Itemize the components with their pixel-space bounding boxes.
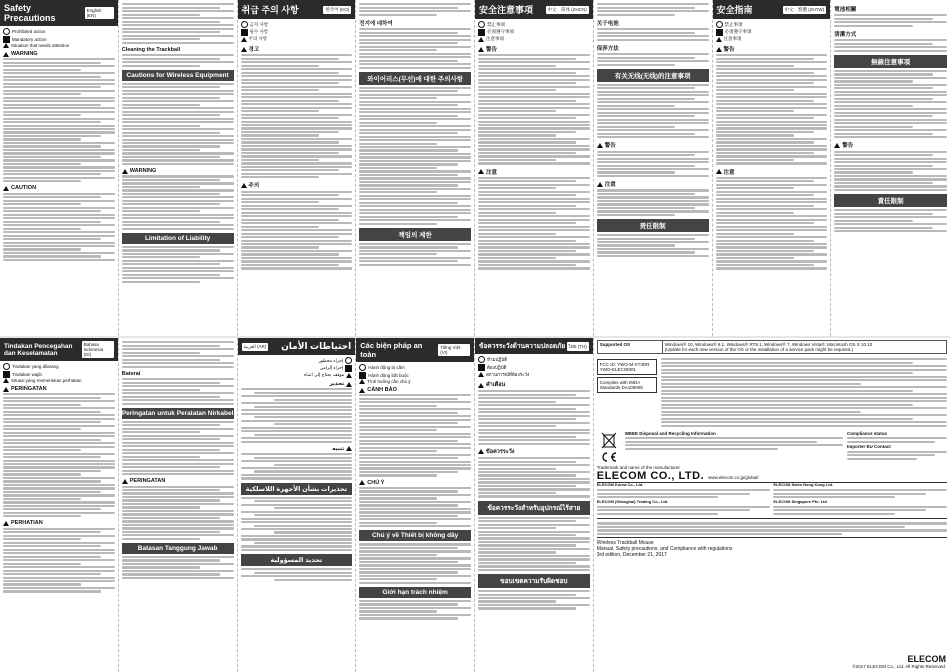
warning-heading: คำเตือน <box>478 381 590 389</box>
warning-triangle-icon <box>346 446 352 451</box>
cleaning-heading: 清潔方式 <box>834 31 857 38</box>
attention-icon <box>478 37 484 42</box>
symbol-row: 注意事项 <box>478 36 590 42</box>
panel-title: 安全指南 <box>716 5 753 15</box>
section-bar: Limitation of Liability <box>122 233 234 244</box>
weee-block <box>597 431 947 462</box>
panel-title: Tindakan Pencegahan dan Keselamatan <box>4 342 73 357</box>
symbol-row: موقف يحتاج إلى انتباه <box>241 372 353 378</box>
symbol-row: Tindakan wajib <box>3 371 115 378</box>
attention-icon <box>3 43 9 48</box>
panel-id-2 <box>119 338 238 672</box>
symbol-row: Tindakan yang dilarang <box>3 363 115 370</box>
warning-triangle-icon <box>478 449 484 454</box>
language-badge: ไทย (TH) <box>568 343 587 349</box>
mandatory-icon <box>3 371 10 378</box>
trademark-label: Trademark and name of the manufacturer <box>596 464 680 470</box>
panel-en <box>0 0 119 336</box>
panel-header <box>0 338 118 361</box>
prohibited-icon <box>3 363 10 370</box>
attention-icon <box>3 378 9 383</box>
warning-triangle-icon <box>359 480 365 485</box>
section-bar: ขอบเขตความรับผิดชอบ <box>478 574 590 588</box>
symbol-row: 禁止事項 <box>716 21 828 28</box>
caution-heading: 注意 <box>597 180 709 188</box>
panel-header <box>0 0 118 26</box>
symbol-row: Hành động bắt buộc <box>359 372 471 379</box>
bottom-row <box>0 338 950 672</box>
language-badge: 中文：繁體 (ZHTW) <box>784 6 825 12</box>
section-bar: 와이어리스(무선)에 대한 주의사항 <box>359 72 471 85</box>
caution-heading: CHÚ Ý <box>359 480 471 486</box>
symbol-row: 금지 사항 <box>241 21 353 28</box>
panel-zhtw-2 <box>831 0 950 336</box>
supported-os-label: Supported OS <box>597 341 662 354</box>
supported-os-value: Windows® 10, Windows® 8.1, Windows® RT8.1, Windows® 7, Windows Vista®, Macintosh OS X 10.10 <box>664 342 873 347</box>
mandatory-icon <box>359 372 366 379</box>
symbol-row: إجراء محظور <box>241 357 353 364</box>
symbol-row: 주의 사항 <box>241 36 353 42</box>
caution-heading: CAUTION <box>3 185 115 191</box>
imda-box: Complies with IMDA Standards DA109008 <box>597 377 657 393</box>
language-badge: 한국어 (KO) <box>325 6 350 12</box>
warning-triangle-icon <box>122 169 128 174</box>
warning-triangle-icon <box>241 183 247 188</box>
symbol-row: Prohibited action <box>3 28 115 35</box>
weee-heading: WEEE Disposal and Recycling Information <box>624 430 716 436</box>
panel-zhcn-2 <box>594 0 713 336</box>
panel-ko <box>238 0 357 336</box>
section-bar: Chú ý về Thiết bị không dây <box>359 530 471 541</box>
caution-heading: 注意 <box>716 168 828 176</box>
warning-triangle-icon <box>834 143 840 148</box>
addresses: ELECOM Korea Co., Ltd. ELECOM Sales Hong Kong Ltd. <box>597 483 947 500</box>
symbol-row: 必須遵守事項 <box>716 29 828 36</box>
warning-triangle-icon <box>3 186 9 191</box>
section-bar: 責任限制 <box>834 194 947 207</box>
battery-heading: 关于电池 <box>596 20 619 27</box>
copyright: ©2017 ELECOM Co., Ltd. All Rights Reserved. <box>852 664 946 669</box>
compliance-heading: Compliance status <box>847 430 888 436</box>
symbol-row: Situasi yang memerlukan perhatian <box>3 378 115 383</box>
fcc-id-box: FCC ID: YWO-M-XT3DR YWO-ELECOM01 <box>597 359 657 375</box>
symbol-row: Situation that needs attention <box>3 43 115 48</box>
prohibited-icon <box>478 356 485 363</box>
panel-title: Các biện pháp an toàn <box>360 341 423 359</box>
symbol-row: 필수 사항 <box>241 29 353 36</box>
warning-heading: WARNING <box>122 168 234 174</box>
prohibited-icon <box>3 28 10 35</box>
language-badge: Tiếng Việt (VI) <box>438 344 470 356</box>
warning-heading: 경고 <box>241 45 353 53</box>
company-url[interactable]: www.elecom.co.jp/global/ <box>708 474 759 480</box>
symbol-row: Tình huống cần chú ý <box>359 379 471 384</box>
panel-header <box>475 338 593 354</box>
footer <box>597 537 947 558</box>
warning-heading: PERINGATAN <box>122 478 234 484</box>
warning-heading: تحذير <box>241 381 353 387</box>
battery-heading: 電池相關 <box>834 7 857 13</box>
prohibited-icon <box>478 21 485 28</box>
panel-title: 安全注意事項 <box>479 5 534 15</box>
prohibited-icon <box>241 21 248 28</box>
warning-triangle-icon <box>3 387 9 392</box>
warning-triangle-icon <box>597 143 603 148</box>
supported-os-table <box>597 340 947 354</box>
warning-triangle-icon <box>3 521 9 526</box>
symbol-row: Hành động bị cấm <box>359 364 471 371</box>
symbol-row: 注意事項 <box>716 36 828 42</box>
mandatory-icon <box>3 36 10 43</box>
company-name: ELECOM CO., LTD. <box>596 469 705 482</box>
cleaning-heading: 保养方法 <box>596 45 619 52</box>
mandatory-icon <box>345 365 352 372</box>
panel-title: ข้อควรระวังด้านความปลอดภัย <box>479 343 566 350</box>
footer-title: Wireless Trackball Mouse <box>596 540 654 547</box>
caution-heading: PERHATIAN <box>3 520 115 526</box>
attention-icon <box>346 373 352 378</box>
panel-header <box>475 0 593 19</box>
caution-heading: ข้อควรระวัง <box>478 448 590 456</box>
attention-icon <box>478 372 484 377</box>
attention-icon <box>359 379 365 384</box>
panel-header <box>356 338 474 362</box>
panel-ar <box>238 338 357 672</box>
warning-heading: CẢNH BÁO <box>359 387 471 393</box>
language-badge: (AR) العربية <box>243 343 267 349</box>
warning-triangle-icon <box>597 182 603 187</box>
compliance-panel <box>594 338 950 672</box>
symbol-row: ต้องปฏิบัติ <box>478 364 590 371</box>
importer-heading: Importer EU Contact <box>847 444 891 450</box>
regulatory-block <box>597 357 947 428</box>
warning-heading: 警告 <box>597 141 709 149</box>
section-bar: Giới hạn trách nhiệm <box>359 587 471 598</box>
warning-heading: PERINGATAN <box>3 386 115 392</box>
cleaning-heading: Cleaning the Trackball <box>121 46 181 53</box>
addresses-2: ELECOM (Shanghai) Trading Co., Ltd. ELECOM Singapore Pte. Ltd <box>597 500 947 517</box>
warning-heading: 警告 <box>716 45 828 53</box>
footer-subtitle: Manual, Safety precautions, and Compliance with regulations <box>596 546 733 553</box>
panel-header <box>238 0 356 19</box>
warning-triangle-icon <box>359 388 365 393</box>
brand-logo: ELECOM <box>907 654 946 664</box>
panel-header <box>238 338 356 355</box>
panel-ko-2 <box>356 0 475 336</box>
prohibited-icon <box>345 357 352 364</box>
symbol-row: Mandatory action <box>3 36 115 43</box>
panel-en-2 <box>119 0 238 336</box>
panel-zhtw <box>713 0 832 336</box>
attention-icon <box>241 37 247 42</box>
section-bar: تحذيرات بشأن الأجهزة اللاسلكية <box>241 483 353 495</box>
panel-title: احتياطات الأمان <box>281 341 352 351</box>
section-bar: 责任限制 <box>597 219 709 232</box>
ce-mark-icon <box>600 452 618 462</box>
warning-triangle-icon <box>478 47 484 52</box>
prohibited-icon <box>359 364 366 371</box>
caution-heading: 주의 <box>241 181 353 189</box>
warning-triangle-icon <box>241 47 247 52</box>
section-bar: Batasan Tanggung Jawab <box>122 543 234 554</box>
prohibited-icon <box>716 21 723 28</box>
warning-triangle-icon <box>3 52 9 57</box>
warning-heading: 警告 <box>478 45 590 53</box>
mandatory-icon <box>241 29 248 36</box>
warning-triangle-icon <box>122 479 128 484</box>
section-bar: ข้อควรระวังสำหรับอุปกรณ์ไร้สาย <box>478 501 590 515</box>
mandatory-icon <box>478 29 485 36</box>
warning-triangle-icon <box>716 169 722 174</box>
attention-icon <box>716 37 722 42</box>
section-bar: 無線注意事項 <box>834 55 947 68</box>
warning-heading: 警告 <box>834 141 947 149</box>
symbol-row: ห้ามปฏิบัติ <box>478 356 590 363</box>
warning-heading: WARNING <box>3 51 115 57</box>
section-bar: 有关无线(无线)的注意事项 <box>597 69 709 82</box>
battery-heading: Baterai <box>121 370 141 377</box>
warning-triangle-icon <box>716 47 722 52</box>
symbol-row: إجراء إلزامي <box>241 365 353 372</box>
footer-edition: 3rd edition, December 21, 2017 <box>596 552 667 559</box>
section-bar: Peringatan untuk Peralatan Nirkabel <box>121 409 234 417</box>
symbol-row: 必须遵守事项 <box>478 29 590 36</box>
panel-vi <box>356 338 475 672</box>
panel-id <box>0 338 119 672</box>
section-bar: 책임의 제한 <box>359 228 471 241</box>
caution-heading: تنبيه <box>241 446 353 452</box>
panel-title: Safety Precautions <box>4 3 56 23</box>
section-bar: تحديد المسؤولية <box>241 554 353 566</box>
language-badge: Bahasa Indonesia (ID) <box>82 341 114 358</box>
supported-os-note: (Update for each new version of the OS or the installation of a service pack might be required.) <box>664 347 854 352</box>
panel-title: 취급 주의 사항 <box>241 5 299 15</box>
warning-triangle-icon <box>346 382 352 387</box>
caution-heading: 注意 <box>478 168 590 176</box>
company-row <box>597 470 947 483</box>
panel-header <box>713 0 831 19</box>
battery-heading: 전지에 대하여 <box>359 20 393 27</box>
panel-zhcn <box>475 0 594 336</box>
mandatory-icon <box>478 364 485 371</box>
panel-th <box>475 338 594 672</box>
mandatory-icon <box>716 29 723 36</box>
warning-triangle-icon <box>478 383 484 388</box>
section-bar: Cautions for Wireless Equipment <box>122 70 234 81</box>
warning-triangle-icon <box>478 169 484 174</box>
symbol-row: 禁止事项 <box>478 21 590 28</box>
symbol-row: สถานการณ์ที่ต้องระวัง <box>478 371 590 378</box>
recycle-bin-icon <box>601 431 617 449</box>
language-badge: English (EN) <box>85 7 114 19</box>
language-badge: 中文：简体 (ZHCN) <box>547 6 587 12</box>
